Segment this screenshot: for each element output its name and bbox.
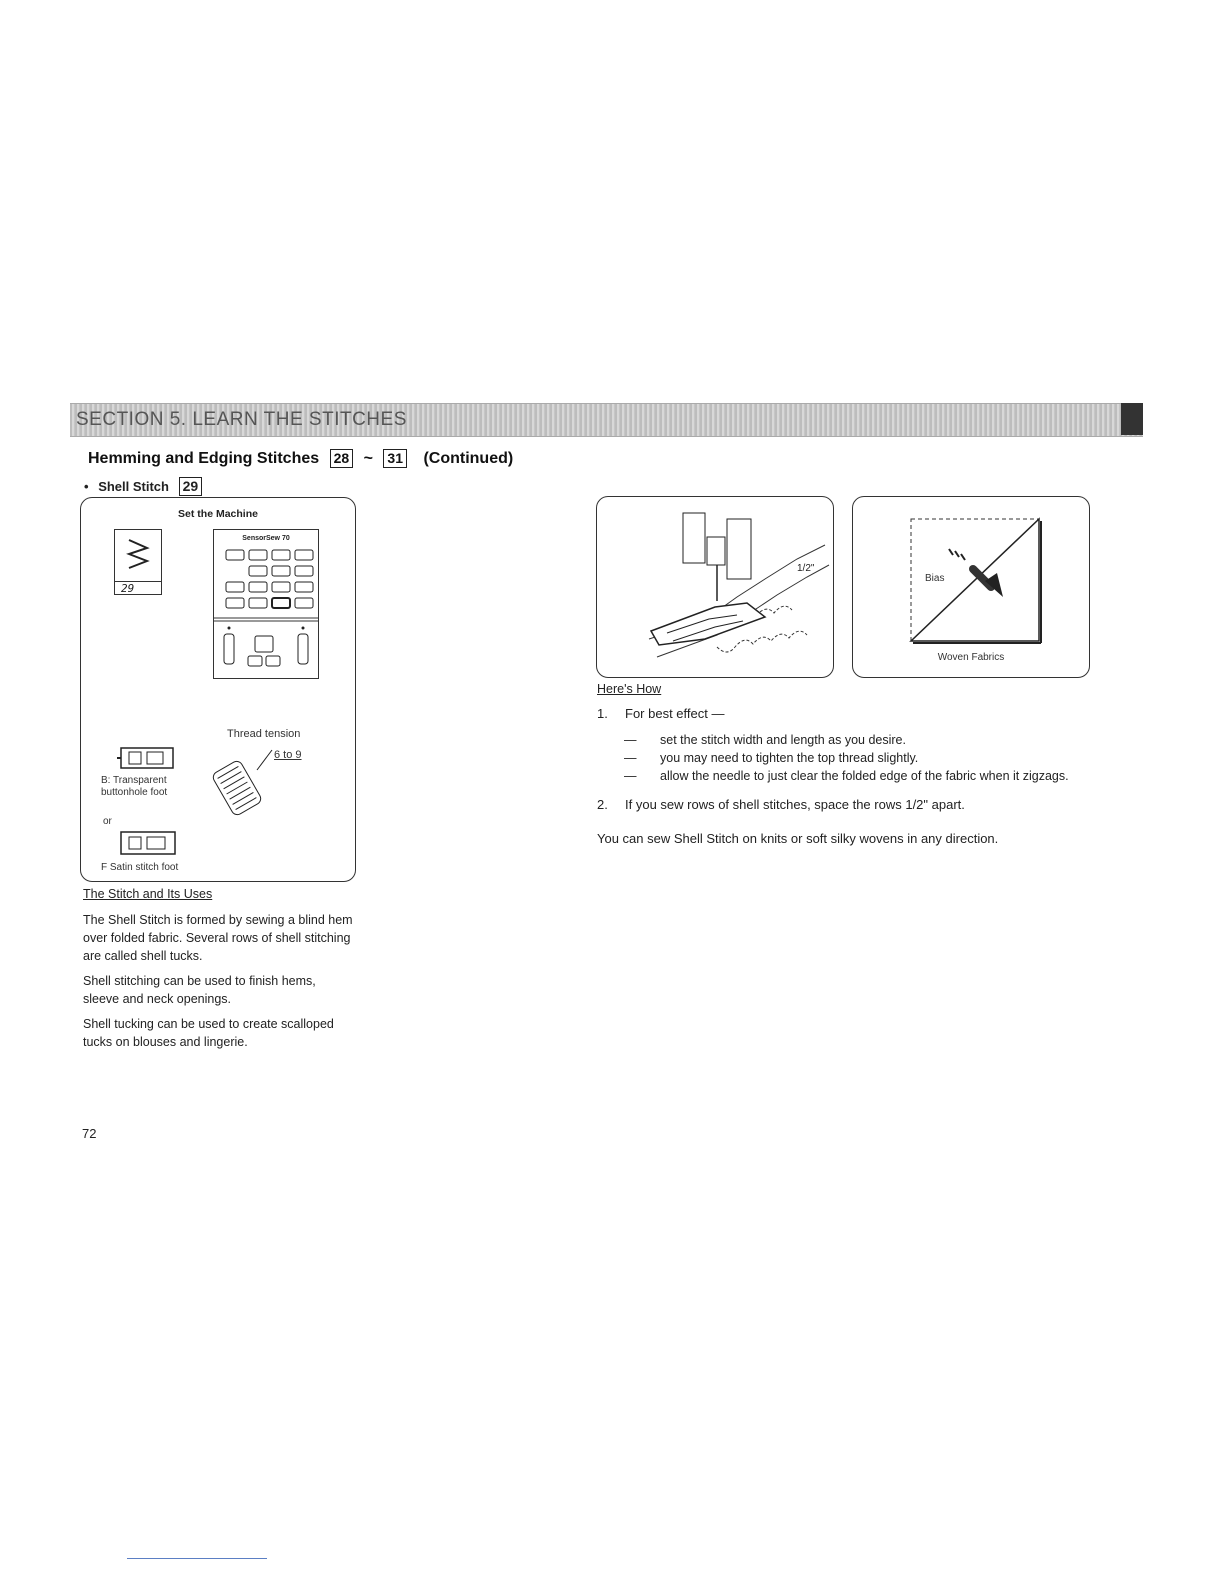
- bias-label: Bias: [925, 573, 945, 584]
- buttonhole-foot-icon: [117, 744, 179, 772]
- how-steps: [597, 705, 1097, 848]
- sub-item-text: you may need to tighten the top thread slightly.: [660, 751, 919, 765]
- title-separator: ~: [363, 450, 373, 467]
- step-number: 2.: [597, 797, 608, 812]
- thread-tension-label: Thread tension: [227, 728, 301, 740]
- subtitle-bullet: •: [84, 479, 89, 494]
- title-text: Hemming and Edging Stitches: [88, 450, 320, 467]
- step-1-subitems: [624, 731, 1097, 785]
- dash: —: [624, 751, 637, 765]
- subtitle-text: Shell Stitch: [98, 479, 169, 494]
- sub-item: [624, 731, 1097, 749]
- sub-item: [624, 767, 1097, 785]
- bias-diagram-icon: [853, 497, 1089, 677]
- step-text: For best effect —: [625, 706, 725, 721]
- sub-item-text: allow the needle to just clear the folded edge of the fabric when it zigzags.: [660, 769, 1069, 783]
- stitch-number-display: 29: [115, 581, 161, 599]
- keypad-panel: [213, 529, 319, 679]
- uses-paragraph: The Shell Stitch is formed by sewing a blind hem over folded fabric. Several rows of shell stitching are called shell tucks.: [83, 913, 353, 963]
- step-2: [597, 796, 1097, 814]
- page-title: [88, 449, 513, 468]
- foot-b-label: B: Transparent buttonhole foot: [101, 775, 168, 798]
- note: You can sew Shell Stitch on knits or soft silky wovens in any direction.: [597, 831, 999, 846]
- or-label: or: [103, 816, 112, 827]
- tension-dial-icon: [207, 746, 287, 826]
- subtitle: [84, 477, 208, 496]
- foot-f-label: F Satin stitch foot: [101, 862, 179, 873]
- shell-stitch-illustration: [596, 496, 834, 678]
- shell-stitch-pattern-icon: [115, 530, 161, 576]
- page-number: 72: [82, 1126, 97, 1141]
- footer-rule: [127, 1558, 267, 1559]
- uses-paragraph: Shell tucking can be used to create scalloped tucks on blouses and lingerie.: [83, 1017, 334, 1049]
- machine-brand: SensorSew 70: [242, 535, 290, 542]
- stitch-number-start: 28: [330, 449, 354, 468]
- dash: —: [624, 733, 637, 747]
- title-suffix: (Continued): [423, 450, 514, 467]
- machine-setting-panel: [80, 497, 356, 882]
- woven-fabrics-label: Woven Fabrics: [937, 652, 1005, 663]
- measure-label: 1/2": [797, 563, 815, 574]
- tension-value: 6 to 9: [274, 749, 302, 761]
- sub-item-text: set the stitch width and length as you desire.: [660, 733, 906, 747]
- uses-paragraph: Shell stitching can be used to finish hems, sleeve and neck openings.: [83, 974, 316, 1006]
- uses-heading: The Stitch and Its Uses: [83, 887, 213, 901]
- how-heading: Here's How: [597, 682, 662, 696]
- satin-stitch-foot-icon: [119, 830, 179, 858]
- section-header: SECTION 5. LEARN THE STITCHES: [76, 409, 407, 430]
- sub-item: [624, 749, 1097, 767]
- stitch-number-end: 31: [383, 449, 407, 468]
- bias-illustration: [852, 496, 1090, 678]
- subtitle-stitch-number: 29: [179, 477, 203, 496]
- step-text: If you sew rows of shell stitches, space the rows 1/2" apart.: [625, 797, 965, 812]
- stitch-pattern-display: [114, 529, 162, 595]
- dash: —: [624, 769, 637, 783]
- step-1: [597, 705, 1097, 723]
- keypad-buttons-icon: [214, 544, 318, 678]
- presser-foot-sewing-icon: [597, 497, 833, 677]
- panel-heading: Set the Machine: [178, 508, 258, 520]
- step-number: 1.: [597, 706, 608, 721]
- section-tab-marker: [1121, 403, 1143, 435]
- uses-text: [83, 911, 355, 1051]
